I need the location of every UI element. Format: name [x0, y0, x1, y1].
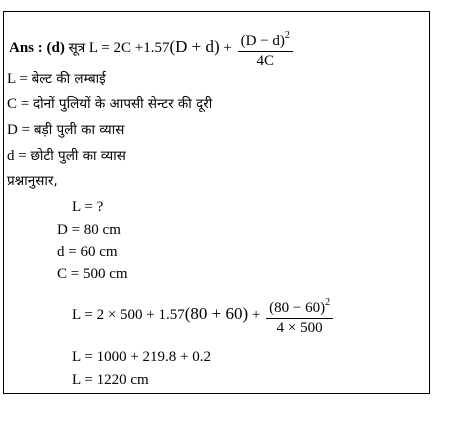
calculation-line [72, 293, 335, 338]
formula-paren: (D + d) [169, 36, 220, 56]
given-C: C = 500 cm [57, 266, 128, 282]
sutra-label: सूत्र [68, 39, 86, 56]
given-d: d = 60 cm [57, 244, 118, 260]
formula-lhs: L = 2C +1.57 [88, 39, 170, 56]
given-L: L = ? [72, 199, 104, 215]
calc-step-2: L = 1000 + 219.8 + 0.2 [72, 349, 211, 365]
calc-fraction [266, 293, 333, 338]
calc-lhs: L = 2 × 500 + 1.57 [72, 306, 185, 323]
definition-L: L = बेल्ट की लम्बाई [7, 71, 106, 87]
definition-d: d = छोटी पुली का व्यास [7, 148, 126, 164]
formula-fraction-numerator: $(D - d)^2$ [238, 26, 293, 52]
calc-paren: (80 + 60) [184, 303, 249, 323]
calc-plus: + [251, 306, 261, 323]
given-D: D = 80 cm [57, 222, 121, 238]
calc-fraction-numerator: $(80 - 60)^2$ [266, 293, 333, 319]
prashnanusar-label: प्रश्नानुसार, [7, 173, 58, 189]
formula-plus: + [223, 39, 232, 56]
definition-D: D = बड़ी पुली का व्यास [7, 122, 125, 138]
calc-fraction-denominator: 4 × 500 [276, 320, 323, 336]
calc-step-3: L = 1220 cm [72, 372, 149, 388]
formula-fraction [238, 26, 293, 71]
answer-prefix: Ans : (d) [9, 39, 65, 56]
definition-C: C = दोनों पुलियों के आपसी सेन्टर की दूरी [7, 96, 213, 112]
formula-fraction-denominator: 4C [256, 53, 275, 69]
top-cut-line [0, 0, 463, 1]
formula-line [9, 26, 295, 71]
